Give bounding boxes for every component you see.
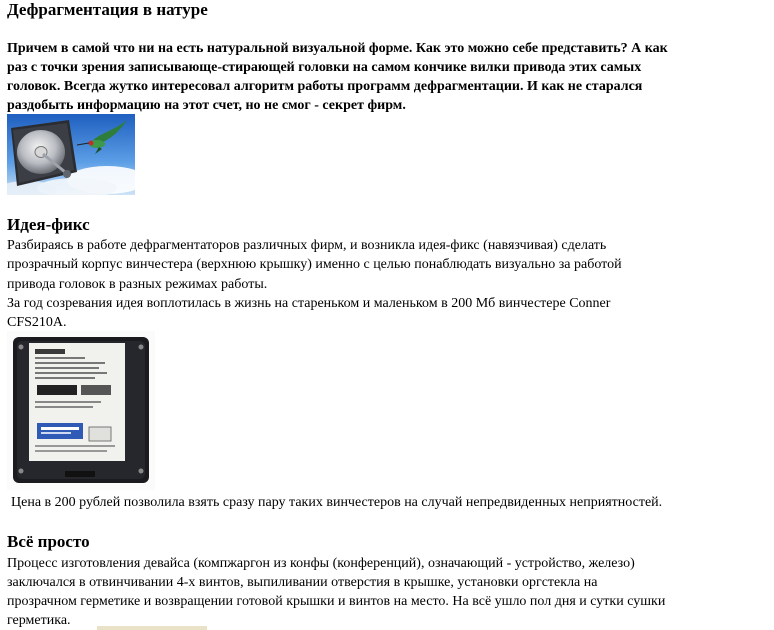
intro-line: раз с точки зрения записывающе-стирающей головки на самом кончике вилки привода этих самых <box>7 60 642 75</box>
conner-hdd-image <box>7 331 155 490</box>
idea-line: За год созревания идея воплотилась в жизнь на старeньком и маленьком в 200 Мб винчестере Conner <box>7 295 611 311</box>
hdd-hummingbird-illustration <box>7 114 135 195</box>
section-title-idea: Идея-фикс <box>7 215 90 234</box>
simple-paragraph <box>7 554 767 630</box>
intro-line: головок. Всегда жутко интересовал алгоритм работы программ дефрагментации. И как не старался <box>7 79 643 94</box>
idea-line: CFS210A. <box>7 315 67 331</box>
intro-line: раздобыть информацию на этот счет, но не смог - секрет фирм. <box>7 98 406 113</box>
simple-line: Процесс изготовления девайса (компжаргон из конфы (конференций), означающий - устройство, железо) <box>7 556 635 571</box>
idea-paragraph <box>7 236 767 332</box>
section-title-defrag: Дефрагментация в натуре <box>7 0 208 19</box>
conner-hdd-illustration <box>7 331 155 490</box>
simple-line: герметика. <box>7 613 71 628</box>
intro-line: Причем в самой что ни на есть натуральной визуальной форме. Как это можно себе представить? А как <box>7 41 668 56</box>
next-image-edge <box>97 626 207 630</box>
simple-line: прозрачном герметике и возвращении готовой крышки и винтов на место. На всё ушло пол дня и сутки сушки <box>7 594 666 609</box>
idea-line: Разбираясь в работе дефрагментаторов различных фирм, и возникла идея-фикс (навязчивая) сделать <box>7 238 607 253</box>
idea-line: прозрачный корпус винчестера (верхнюю крышку) именно с целью понаблюдать визуально за работой <box>7 257 622 273</box>
simple-line: заключался в отвинчивании 4-х винтов, выпиливании отверстия в крышке, установки оргстекла на <box>7 575 598 590</box>
intro-paragraph <box>7 39 767 115</box>
section-title-simple: Всё просто <box>7 532 90 551</box>
hdd-hummingbird-image <box>7 114 135 195</box>
idea-line: привода головок в разных режимах работы. <box>7 276 268 292</box>
price-caption: Цена в 200 рублей позволила взять сразу пару таких винчестеров на случай непредвиденных неприятностей. <box>11 495 663 510</box>
